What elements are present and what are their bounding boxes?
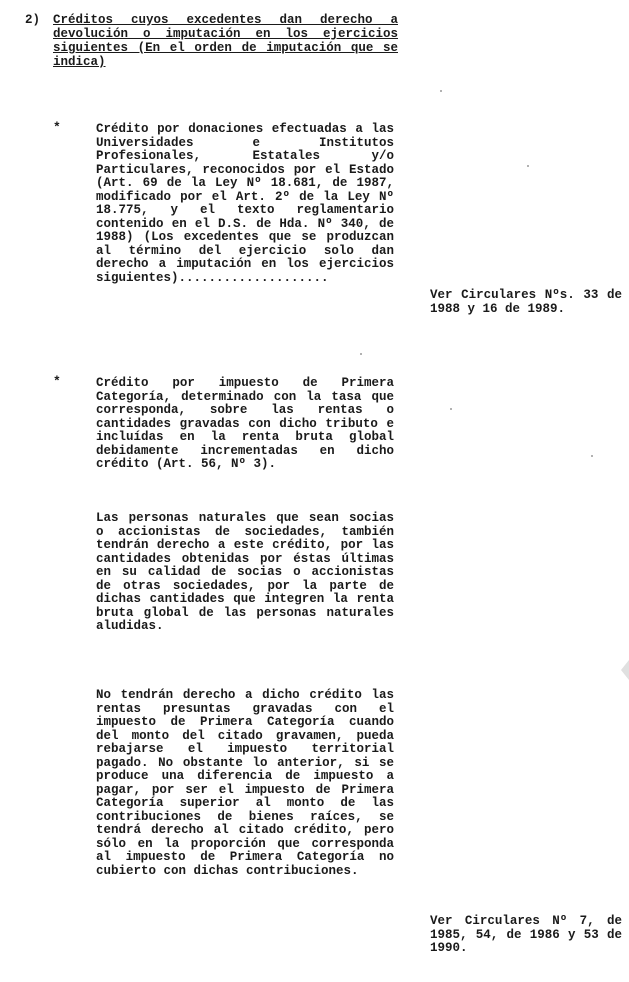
scan-speck xyxy=(527,165,529,167)
item-2-bullet: * xyxy=(53,374,61,389)
scan-speck xyxy=(360,353,362,355)
item-1-paragraph-1: Crédito por donaciones efectuadas a las Universidades e Institutos Profesionales, Estatales y/o Particulares, reconocidos por el Estado (Art. 69 de la Ley Nº 18.681, de 1987, modificado por el Art. 2º de la Ley Nº 18.775, y el texto reglamentario contenido en el D.S. de Hda. Nº 340, de 1988) (Los excedentes que se produzcan al término del ejercicio solo dan derecho a imputación en los ejercicios siguientes).................... xyxy=(96,122,394,285)
section-number: 2) xyxy=(25,13,41,27)
item-1-bullet: * xyxy=(53,120,61,135)
item-2-reference-note: Ver Circulares Nº 7, de 1985, 54, de 1986 y 53 de 1990. xyxy=(430,914,622,955)
scan-speck xyxy=(440,90,442,92)
item-2-paragraph-2: Las personas naturales que sean socias o accionistas de sociedades, también tendrán derecho a este crédito, por las cantidades obtenidas por éstas últimas en su calidad de socias o accionistas de otras sociedades, por la parte de dichas cantidades que integren la renta bruta global de las personas naturales aludidas. xyxy=(96,511,394,633)
section-heading: Créditos cuyos excedentes dan derecho a devolución o imputación en los ejercicios siguientes (En el orden de imputación que se indica) xyxy=(53,13,398,69)
item-1-reference-note: Ver Circulares Nºs. 33 de 1988 y 16 de 1989. xyxy=(430,288,622,316)
scan-speck xyxy=(450,408,452,410)
item-2-paragraph-3: No tendrán derecho a dicho crédito las rentas presuntas gravadas con el impuesto de Primera Categoría cuando del monto del citado gravamen, pueda rebajarse el impuesto territorial pagado. No obstante lo anterior, si se produce una diferencia de impuesto a pagar, por ser el impuesto de Primera Categoría superior al monto de las contribuciones de bienes raíces, se tendrá derecho al citado crédito, pero sólo en la proporción que corresponda al impuesto de Primera Categoría no cubierto con dichas contribuciones. xyxy=(96,688,394,878)
item-2-paragraph-1: Crédito por impuesto de Primera Categoría, determinado con la tasa que corresponda, sobre las rentas o cantidades gravadas con dicho tributo e incluídas en la renta bruta global debidamente incrementadas en dicho crédito (Art. 56, Nº 3). xyxy=(96,376,394,471)
page-edge-mark xyxy=(621,660,629,680)
scan-speck xyxy=(591,455,593,457)
